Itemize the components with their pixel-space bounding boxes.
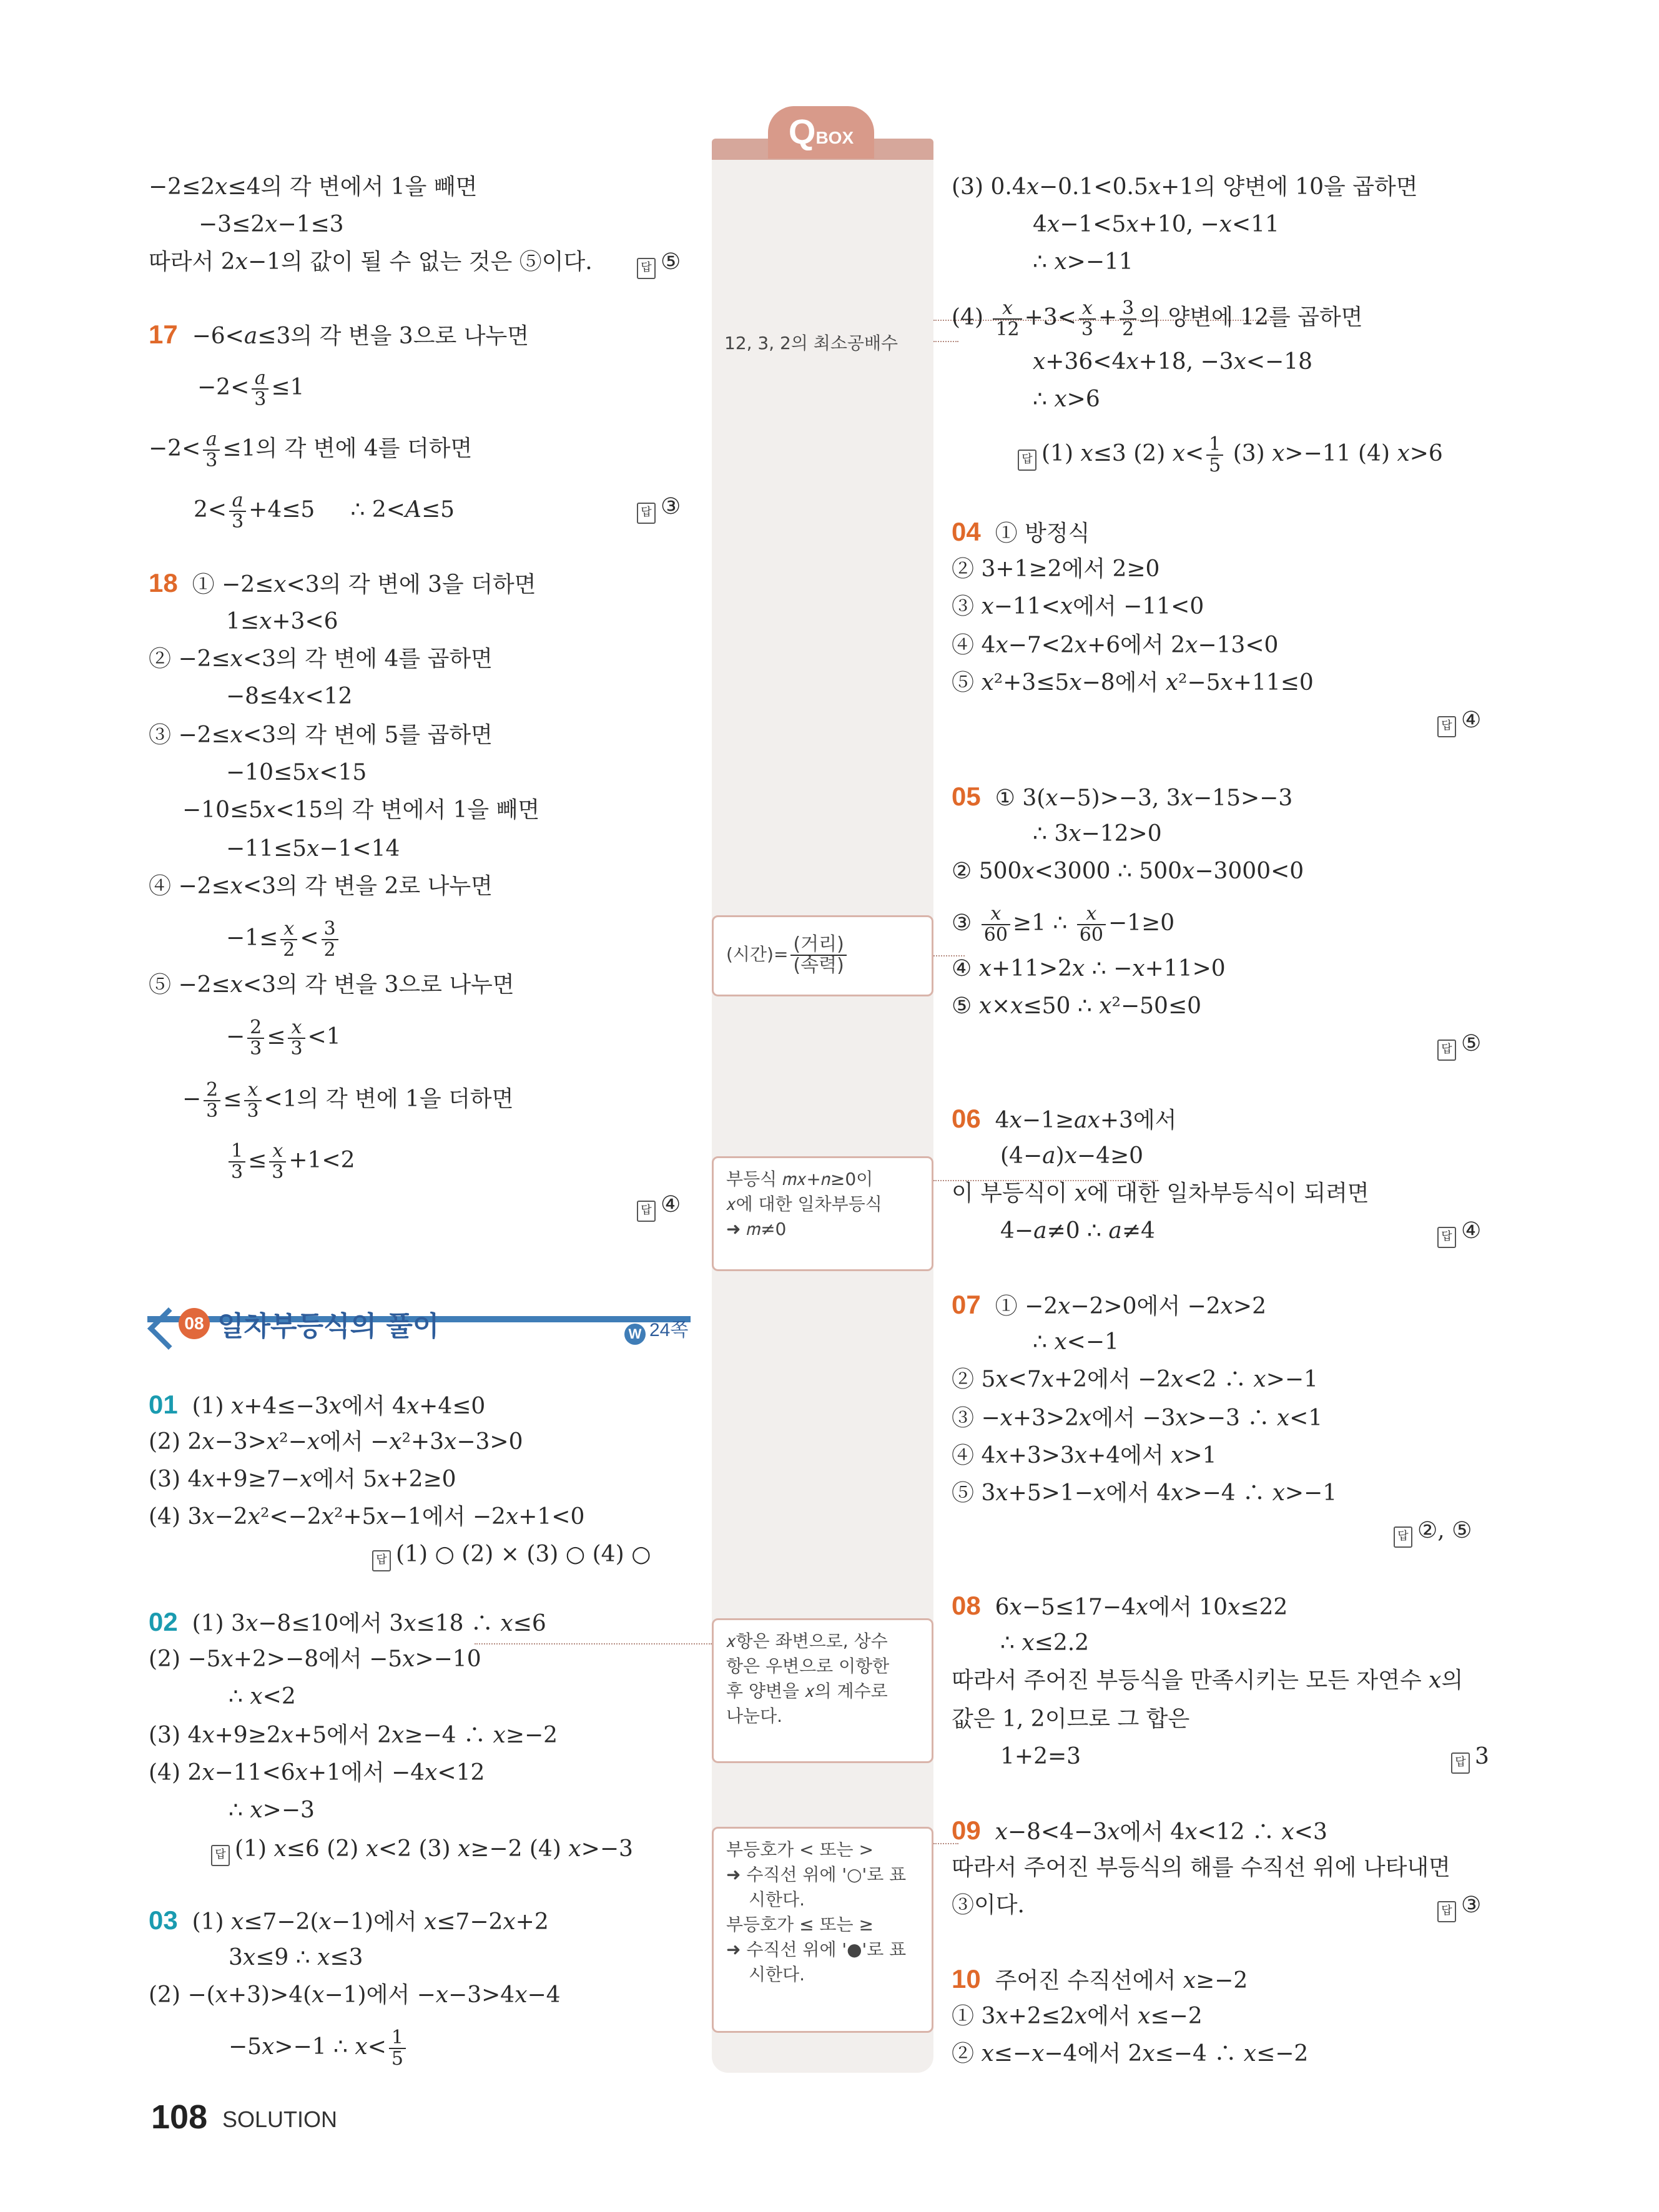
answer-mark: 답 ⑤: [637, 248, 681, 279]
fraction: $\frac{\text{(거리)}}{\text{(속력)}}$: [790, 935, 846, 976]
note-linear-inequality: 부등식 𝑚𝑥+𝑛≥0이 𝑥에 대한 일차부등식 ➜ 𝑚≠0: [712, 1156, 933, 1271]
text-line: 4−𝑎≠0 ∴ 𝑎≠4: [1000, 1218, 1155, 1244]
section-page-ref: W 24쪽: [624, 1314, 688, 1345]
problem-01: 01 (1) 𝑥+4≤−3𝑥에서 4𝑥+4≤0: [149, 1390, 486, 1419]
text-line: (4) 2𝑥−11<6𝑥+1에서 −4𝑥<12: [149, 1760, 485, 1786]
text-line: 𝑥+36<4𝑥+18, −3𝑥<−18: [1033, 349, 1313, 375]
text-line: 4𝑥−1<5𝑥+10, −𝑥<11: [1033, 212, 1279, 237]
text-line: 1≤𝑥+3<6: [226, 609, 338, 634]
answer-mark: 답 ②, ⑤: [1394, 1517, 1472, 1548]
text-line: (3) 0.4𝑥−0.1<0.5𝑥+1의 양변에 10을 곱하면: [952, 174, 1418, 200]
dotted-leader: [475, 1643, 712, 1644]
answer-mark: 답 ⑤: [1437, 1030, 1481, 1061]
answer-icon: 답: [637, 258, 656, 279]
note-time-formula: (시간)= $\frac{\text{(거리)}}{\text{(속력)}}$: [712, 915, 933, 996]
answer-icon: 답: [1451, 1752, 1470, 1774]
text-line: (4−𝑎)𝑥−4≥0: [1000, 1143, 1144, 1169]
text-line: − $\frac{2}{3}$ ≤ $\frac{\text{𝑥}}{3}$ <1의 각 변에 1을 더하면: [182, 1079, 514, 1122]
text-line: −5𝑥>−1 ∴ 𝑥< $\frac{1}{5}$: [229, 2028, 408, 2069]
answer-icon: 답: [1018, 450, 1036, 471]
text-line: 따라서 주어진 부등식의 해를 수직선 위에 나타내면: [952, 1855, 1450, 1880]
problem-03: 03 (1) 𝑥≤7−2(𝑥−1)에서 𝑥≤7−2𝑥+2: [149, 1905, 549, 1935]
answer-icon: 답: [1437, 1227, 1456, 1248]
problem-06: 06 4𝑥−1≥𝑎𝑥+3에서: [952, 1104, 1177, 1133]
text-line: 따라서 2𝑥−1의 값이 될 수 없는 것은 ⑤이다.: [149, 249, 593, 275]
text-line: (3) 4𝑥+9≥2𝑥+5에서 2𝑥≥−4 ∴ 𝑥≥−2: [149, 1723, 558, 1748]
text-line: −8≤4𝑥<12: [226, 684, 353, 709]
text-line: 이 부등식이 𝑥에 대한 일차부등식이 되려면: [952, 1181, 1369, 1206]
text-line: ④ −2≤𝑥<3의 각 변을 2로 나누면: [149, 873, 493, 899]
text-line: 값은 1, 2이므로 그 합은: [952, 1706, 1190, 1732]
problem-02: 02 (1) 3𝑥−8≤10에서 3𝑥≤18 ∴ 𝑥≤6: [149, 1607, 546, 1636]
text-line: ∴ 𝑥>6: [1033, 386, 1100, 412]
text-line: ② 3+1≥2에서 2≥0: [952, 556, 1160, 582]
answer-icon: 답: [372, 1550, 391, 1571]
text-line: ∴ 𝑥>−3: [229, 1797, 315, 1823]
page-number: 108: [151, 2098, 208, 2136]
text-line: −1≤ $\frac{\text{𝑥}}{2}$ < $\frac{3}{2}$: [226, 919, 341, 960]
text-line: (4) 3𝑥−2𝑥²<−2𝑥²+5𝑥−1에서 −2𝑥+1<0: [149, 1504, 585, 1530]
text-line: ③ −𝑥+3>2𝑥에서 −3𝑥>−3 ∴ 𝑥<1: [952, 1405, 1323, 1431]
text-line: ④ 𝑥+11>2𝑥 ∴ −𝑥+11>0: [952, 956, 1226, 981]
text-line: ⑤ 3𝑥+5>1−𝑥에서 4𝑥>−4 ∴ 𝑥>−1: [952, 1480, 1337, 1506]
text-line: ③ $\frac{\text{𝑥}}{60}$ ≥1 ∴ $\frac{\text{𝑥}}{60}$ −1≥0: [952, 903, 1175, 946]
problem-07: 07 ① −2𝑥−2>0에서 −2𝑥>2: [952, 1290, 1266, 1319]
text-line: 3𝑥≤9 ∴ 𝑥≤3: [229, 1945, 363, 1970]
problem-17: 17 −6<𝑎≤3의 각 변을 3으로 나누면: [149, 320, 529, 349]
text-line: ② −2≤𝑥<3의 각 변에 4를 곱하면: [149, 646, 493, 672]
text-line: ⑤ −2≤𝑥<3의 각 변을 3으로 나누면: [149, 972, 514, 998]
workbook-icon: W: [624, 1324, 646, 1345]
answer-mark: 답 (1) 𝑥≤6 (2) 𝑥<2 (3) 𝑥≥−2 (4) 𝑥>−3: [211, 1836, 633, 1866]
answer-mark: 답 ④: [1437, 1217, 1481, 1248]
answer-icon: 답: [1437, 716, 1456, 737]
qbox-column: [712, 144, 933, 2073]
qbox-logo: QBOX: [788, 112, 854, 151]
answer-icon: 답: [211, 1845, 230, 1866]
text-line: −2< $\frac{\text{𝑎}}{3}$ ≤1: [197, 367, 305, 410]
text-line: −3≤2𝑥−1≤3: [199, 212, 344, 237]
text-line: $\frac{1}{3}$ ≤ $\frac{\text{𝑥}}{3}$ +1<2: [226, 1141, 355, 1182]
answer-mark: 답 ③: [637, 493, 681, 524]
text-line: −11≤5𝑥−1<14: [226, 836, 400, 862]
footer-label: SOLUTION: [222, 2106, 338, 2132]
text-line: ∴ 𝑥≤2.2: [1000, 1630, 1090, 1656]
text-line: ∴ 3𝑥−12>0: [1033, 821, 1162, 847]
problem-10: 10 주어진 수직선에서 𝑥≥−2: [952, 1964, 1248, 1993]
text-line: −2< $\frac{\text{𝑎}}{3}$ ≤1의 각 변에 4를 더하면: [149, 428, 473, 471]
text-line: 따라서 주어진 부등식을 만족시키는 모든 자연수 𝑥의: [952, 1668, 1464, 1693]
text-line: 1+2=3: [1000, 1744, 1081, 1769]
answer-icon: 답: [1437, 1040, 1456, 1061]
text-line: ② 5𝑥<7𝑥+2에서 −2𝑥<2 ∴ 𝑥>−1: [952, 1367, 1318, 1392]
text-line: ∴ 𝑥<−1: [1033, 1329, 1119, 1355]
text-line: ③ 𝑥−11<𝑥에서 −11<0: [952, 594, 1204, 619]
answer-mark: 답 (1) ○ (2) × (3) ○ (4) ○: [372, 1541, 651, 1571]
text-line: (3) 4𝑥+9≥7−𝑥에서 5𝑥+2≥0: [149, 1467, 456, 1492]
text-line: (2) 2𝑥−3>𝑥²−𝑥에서 −𝑥²+3𝑥−3>0: [149, 1429, 523, 1455]
text-line: ④ 4𝑥+3>3𝑥+4에서 𝑥>1: [952, 1443, 1217, 1468]
text-line: ⑤ 𝑥²+3≤5𝑥−8에서 𝑥²−5𝑥+11≤0: [952, 670, 1314, 696]
text-line: ③ −2≤𝑥<3의 각 변에 5를 곱하면: [149, 722, 493, 748]
problem-18: 18 ① −2≤𝑥<3의 각 변에 3을 더하면: [149, 568, 536, 597]
text-line: − $\frac{2}{3}$ ≤ $\frac{\text{𝑥}}{3}$ <1: [226, 1016, 341, 1059]
text-line: −10≤5𝑥<15: [226, 760, 367, 785]
text-line: ③이다.: [952, 1892, 1025, 1918]
text-line: −10≤5𝑥<15의 각 변에서 1을 빼면: [182, 797, 540, 823]
text-line: 2< $\frac{\text{𝑎}}{3}$ +4≤5 ∴ 2<𝐴≤5: [194, 489, 455, 533]
answer-mark: 답 ④: [637, 1191, 681, 1222]
section-number-badge: 08: [179, 1308, 210, 1339]
text-line: ④ 4𝑥−7<2𝑥+6에서 2𝑥−13<0: [952, 632, 1279, 658]
answer-mark: 답 3: [1451, 1743, 1489, 1774]
problem-08: 08 6𝑥−5≤17−4𝑥에서 10𝑥≤22: [952, 1591, 1288, 1620]
text-line: ② 500𝑥<3000 ∴ 500𝑥−3000<0: [952, 858, 1304, 884]
answer-icon: 답: [1437, 1901, 1456, 1922]
problem-05: 05 ① 3(𝑥−5)>−3, 3𝑥−15>−3: [952, 782, 1293, 811]
answer-mark: 답 ④: [1437, 707, 1481, 737]
text-line: ② 𝑥≤−𝑥−4에서 2𝑥≤−4 ∴ 𝑥≤−2: [952, 2041, 1309, 2067]
answer-mark: 답 ③: [1437, 1892, 1481, 1922]
answer-icon: 답: [637, 1201, 656, 1222]
dotted-leader: [933, 341, 958, 342]
text-line: (2) −5𝑥+2>−8에서 −5𝑥>−10: [149, 1646, 481, 1672]
text-line: −2≤2𝑥≤4의 각 변에서 1을 빼면: [149, 174, 478, 200]
note-number-line: 부등호가 < 또는 > ➜ 수직선 위에 '○'로 표 시한다. 부등호가 ≤ 또는 ≥ ➜ 수직선 위에 '●'로 표 시한다.: [712, 1827, 933, 2033]
note-lcm: 12, 3, 2의 최소공배수: [724, 333, 898, 353]
note-transpose: 𝑥항은 좌변으로, 상수 항은 우변으로 이항한 후 양변을 𝑥의 계수로 나눈다.: [712, 1618, 933, 1763]
text-line: ∴ 𝑥>−11: [1033, 249, 1133, 275]
answer-icon: 답: [637, 503, 656, 524]
problem-04: 04 ① 방정식: [952, 517, 1090, 546]
text-line: ① 3𝑥+2≤2𝑥에서 𝑥≤−2: [952, 2003, 1203, 2029]
answer-mark: 답 (1) 𝑥≤3 (2) 𝑥< $\frac{1}{5}$ (3) 𝑥>−11 (4) 𝑥>6: [1018, 435, 1443, 476]
problem-09: 09 𝑥−8<4−3𝑥에서 4𝑥<12 ∴ 𝑥<3: [952, 1816, 1327, 1845]
text-line: ⑤ 𝑥×𝑥≤50 ∴ 𝑥²−50≤0: [952, 993, 1202, 1019]
text-line: (4) $\frac{\text{𝑥}}{12}$ +3< $\frac{\text{𝑥}}{3}$ + $\frac{3}{2}$ 의 양변에 12를 곱하면: [952, 297, 1363, 340]
section-title: 일차부등식의 풀이: [217, 1310, 440, 1342]
text-line: (2) −(𝑥+3)>4(𝑥−1)에서 −𝑥−3>4𝑥−4: [149, 1982, 561, 2008]
answer-icon: 답: [1394, 1526, 1412, 1548]
text-line: ∴ 𝑥<2: [229, 1684, 296, 1709]
